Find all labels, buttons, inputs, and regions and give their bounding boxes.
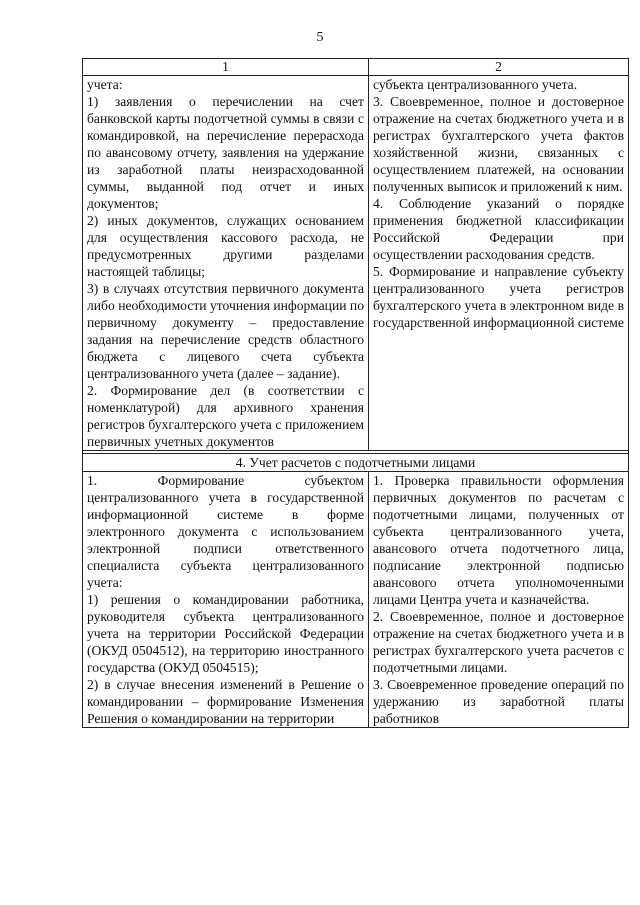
page-number: 5 — [316, 30, 324, 45]
column-header-2: 2 — [369, 59, 629, 76]
paragraph: 2) в случае внесения изменений в Решение о командировании – формирование Изменения Решения о командировании на территории — [87, 677, 364, 726]
section-row — [83, 454, 629, 472]
row1-right-cell — [369, 76, 629, 451]
column-header-1: 1 — [83, 59, 369, 76]
paragraph: 3. Своевременное проведение операций по удержанию из заработной платы работников — [373, 677, 624, 726]
paragraph: 2) иных документов, служащих основанием для осуществления кассового расхода, не предусмотренных другими разделами настоящей таблицы; — [87, 213, 364, 279]
table-row — [83, 76, 629, 451]
row2-left-cell — [83, 472, 369, 728]
paragraph: 4. Соблюдение указаний о порядке применения бюджетной классификации Российской Федерации при осуществлении расходования средств. — [373, 196, 624, 262]
paragraph: 2. Своевременное, полное и достоверное отражение на счетах бюджетного учета и в регистрах бухгалтерского учета расчетов с подотчетными лицами. — [373, 609, 624, 675]
row2-right-cell — [369, 472, 629, 728]
paragraph: субъекта централизованного учета. — [373, 77, 578, 92]
paragraph: 1) решения о командировании работника, руководителя субъекта централизованного учета на территории Российской Федерации (ОКУД 0504512), на территорию иностранного государства (ОКУД 0504515); — [87, 592, 364, 675]
table-row — [83, 472, 629, 728]
paragraph: 5. Формирование и направление субъекту централизованного учета регистров бухгалтерского учета в электронном виде в государственной информационной системе — [373, 264, 624, 330]
paragraph: 1. Проверка правильности оформления первичных документов по расчетам с подотчетными лицами, полученных от субъекта централизованного учета, авансового отчета подотчетного лица, подписание электронной подписью авансового отчета уполномоченными лицами Центра учета и казначейства. — [373, 473, 624, 607]
section-title: 4. Учет расчетов с подотчетными лицами — [83, 454, 629, 472]
document-table — [82, 58, 629, 728]
table-header-row — [83, 59, 629, 76]
paragraph: учета: — [87, 77, 123, 92]
paragraph: 1) заявления о перечислении на счет банковской карты подотчетной суммы в связи с командировкой, на перечисление перерасхода по авансовому отчету, заявления на удержание из заработной платы неизрасходованной суммы, выданной под отчет и иных документов; — [87, 94, 364, 211]
row1-left-cell — [83, 76, 369, 451]
paragraph: 3) в случаях отсутствия первичного документа либо необходимости уточнения информации по первичному документу – предоставление задания на перечисление средств областного бюджета с лицевого счета субъекта централизованного учета (далее – задание). — [87, 281, 364, 381]
paragraph: 2. Формирование дел (в соответствии с номенклатурой) для архивного хранения регистров бухгалтерского учета с приложением первичных учетных документов — [87, 383, 364, 449]
paragraph: 3. Своевременное, полное и достоверное отражение на счетах бюджетного учета и в регистрах бухгалтерского учета фактов хозяйственной жизни, связанных с осуществлением платежей, на основании полученных выписок и приложений к ним. — [373, 94, 624, 194]
paragraph: 1. Формирование субъектом централизованного учета в государственной информационной системе в форме электронного документа с использованием электронной подписи ответственного специалиста субъекта централизованного учета: — [87, 473, 364, 590]
